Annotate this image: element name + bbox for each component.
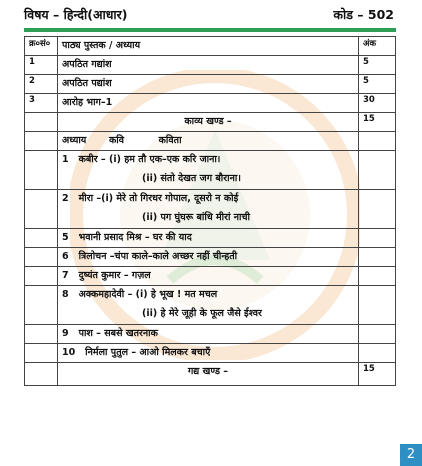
poem-line2: (ii) हे मेरे जूही के फूल जैसे ईश्वर bbox=[142, 308, 262, 319]
poem-row bbox=[25, 286, 396, 325]
subject-code: कोड – 502 bbox=[333, 7, 394, 22]
poem-line1: मीरा –(i) मेरे तो गिरधर गोपाल, दूसरो न कोई bbox=[78, 193, 239, 204]
poem-line1: पाश – सबसे खतरनाक bbox=[78, 328, 158, 339]
poem-no: 8 bbox=[62, 289, 69, 300]
table-row bbox=[25, 94, 396, 113]
page-header bbox=[24, 6, 394, 26]
row-text: आरोह भाग–1 bbox=[58, 94, 359, 113]
row-marks: 5 bbox=[359, 56, 396, 75]
table-row bbox=[25, 56, 396, 75]
subhead-chapter: अध्याय bbox=[62, 135, 87, 146]
col-marks-header: अंक bbox=[359, 37, 396, 56]
poem-line1: अक्कमहादेवी – (i) हे भूख ! मत मचल bbox=[78, 289, 218, 300]
page-number-badge: 2 bbox=[400, 444, 422, 466]
subhead-poem: कविता bbox=[158, 135, 182, 146]
poem-line1: कबीर – (i) हम तौ एक–एक करि जाना। bbox=[78, 154, 221, 165]
row-marks: 30 bbox=[359, 94, 396, 113]
col-book-header: पाठ्य पुस्तक / अध्याय bbox=[58, 37, 359, 56]
syllabus-table bbox=[24, 36, 396, 386]
row-sn: 2 bbox=[25, 75, 58, 94]
poem-no: 2 bbox=[62, 193, 69, 204]
poem-row bbox=[25, 190, 396, 229]
row-text: अपठित गद्यांश bbox=[58, 56, 359, 75]
poem-row bbox=[25, 229, 396, 248]
row-marks: 5 bbox=[359, 75, 396, 94]
subhead-poet: कवि bbox=[108, 135, 124, 146]
poem-row bbox=[25, 325, 396, 344]
poem-no: 9 bbox=[62, 328, 69, 339]
poem-no: 6 bbox=[62, 251, 69, 262]
poem-line2: (ii) संतो देखत जग बौराना। bbox=[142, 173, 241, 184]
kavya-section-row bbox=[25, 113, 396, 132]
poem-line2: (ii) पग घुंघरू बांधि मीरां नाची bbox=[142, 212, 250, 223]
poem-line1: निर्मला पुतुल – आओ मिलकर बचाएँ bbox=[85, 347, 211, 358]
table-row bbox=[25, 75, 396, 94]
poem-no: 7 bbox=[62, 270, 69, 281]
gadya-section-row bbox=[25, 363, 396, 386]
poem-line1: भवानी प्रसाद मिश्र – घर की याद bbox=[78, 232, 192, 243]
row-sn: 3 bbox=[25, 94, 58, 113]
poem-no: 1 bbox=[62, 154, 69, 165]
table-header-row bbox=[25, 37, 396, 56]
poem-row bbox=[25, 267, 396, 286]
poem-row bbox=[25, 248, 396, 267]
header-rule-thin bbox=[24, 31, 396, 32]
poem-line1: दुष्यंत कुमार – गज़ल bbox=[78, 270, 151, 281]
poem-row bbox=[25, 151, 396, 190]
subject-title: विषय – हिन्दी(आधार) bbox=[24, 7, 128, 22]
gadya-marks: 15 bbox=[359, 363, 396, 386]
poem-row bbox=[25, 344, 396, 363]
row-sn: 1 bbox=[25, 56, 58, 75]
section-gadya: गद्य खण्ड – bbox=[58, 363, 359, 386]
poem-no: 10 bbox=[62, 347, 76, 358]
row-text: अपठित पद्यांश bbox=[58, 75, 359, 94]
col-sn-header: क्र०सं० bbox=[25, 37, 58, 56]
poem-subheader-row bbox=[25, 132, 396, 151]
poem-no: 5 bbox=[62, 232, 69, 243]
section-kavya: काव्य खण्ड – bbox=[58, 113, 359, 132]
poem-line1: त्रिलोचन –चंपा काले–काले अच्छर नहीं चीन्हती bbox=[78, 251, 238, 262]
kavya-marks: 15 bbox=[359, 113, 396, 132]
